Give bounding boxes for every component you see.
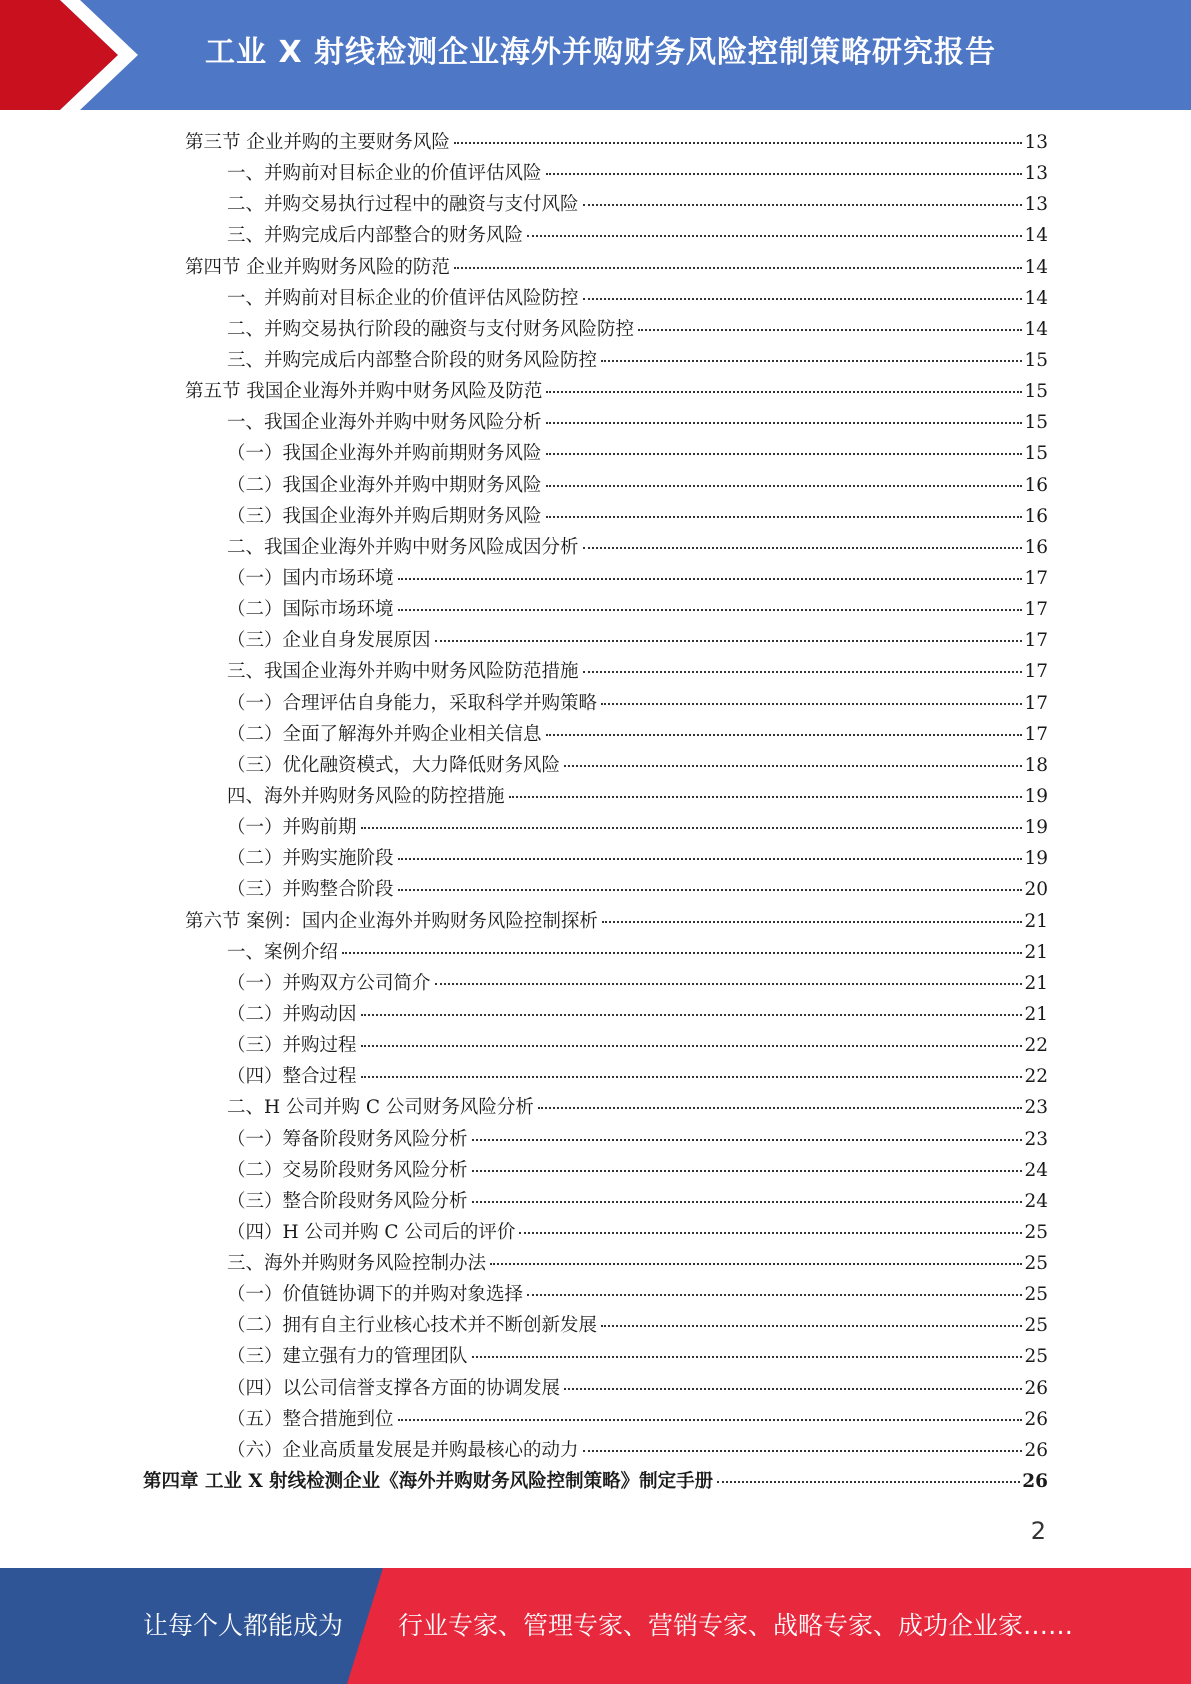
- toc-entry-title: （二）我国企业海外并购中期财务风险: [227, 474, 542, 496]
- toc-dot-leader: [601, 703, 1022, 705]
- toc-entry[interactable]: [143, 781, 1048, 812]
- toc-entry-page: 26: [1024, 1439, 1048, 1461]
- toc-entry[interactable]: [143, 470, 1048, 501]
- toc-dot-leader: [546, 485, 1023, 487]
- toc-entry[interactable]: [143, 1217, 1048, 1248]
- toc-entry-title: （三）并购整合阶段: [227, 879, 394, 901]
- toc-entry-title: 二、并购交易执行阶段的融资与支付财务风险防控: [227, 318, 635, 340]
- toc-entry-page: 26: [1024, 1377, 1048, 1399]
- toc-entry-title: （二）拥有自主行业核心技术并不断创新发展: [227, 1315, 598, 1337]
- toc-dot-leader: [527, 235, 1022, 237]
- toc-entry-page: 21: [1024, 910, 1048, 932]
- toc-dot-leader: [546, 173, 1023, 175]
- toc-dot-leader: [361, 827, 1023, 829]
- toc-entry[interactable]: [143, 1466, 1048, 1497]
- toc-entry-page: 26: [1024, 1408, 1048, 1430]
- toc-entry[interactable]: [143, 345, 1048, 376]
- toc-entry[interactable]: [143, 812, 1048, 843]
- toc-entry-title: 一、并购前对目标企业的价值评估风险防控: [227, 287, 579, 309]
- toc-entry-page: 25: [1024, 1253, 1048, 1275]
- toc-entry[interactable]: [143, 407, 1048, 438]
- toc-dot-leader: [361, 1076, 1023, 1078]
- toc-dot-leader: [361, 1014, 1023, 1016]
- toc-entry-page: 17: [1024, 723, 1048, 745]
- toc-dot-leader: [398, 889, 1023, 891]
- toc-entry-title: 第四章 工业 X 射线检测企业《海外并购财务风险控制策略》制定手册: [143, 1471, 714, 1493]
- toc-entry[interactable]: [143, 1061, 1048, 1092]
- toc-entry-title: （四）H 公司并购 C 公司后的评价: [227, 1221, 516, 1243]
- toc-entry[interactable]: [143, 376, 1048, 407]
- toc-entry[interactable]: [143, 843, 1048, 874]
- toc-dot-leader: [602, 921, 1023, 923]
- toc-entry-title: 二、我国企业海外并购中财务风险成因分析: [227, 536, 579, 558]
- toc-dot-leader: [546, 422, 1023, 424]
- toc-entry-title: 一、并购前对目标企业的价值评估风险: [227, 163, 542, 185]
- toc-entry-title: （二）全面了解海外并购企业相关信息: [227, 723, 542, 745]
- toc-entry-title: （五）整合措施到位: [227, 1408, 394, 1430]
- toc-dot-leader: [435, 983, 1023, 985]
- toc-entry[interactable]: [143, 937, 1048, 968]
- header-chevron-icon: [0, 0, 150, 110]
- toc-entry[interactable]: [143, 438, 1048, 469]
- toc-entry-title: 第五节 我国企业海外并购中财务风险及防范: [185, 381, 543, 403]
- toc-entry[interactable]: [143, 719, 1048, 750]
- toc-dot-leader: [472, 1356, 1023, 1358]
- toc-dot-leader: [527, 1294, 1022, 1296]
- page-header: [0, 0, 1191, 110]
- toc-entry[interactable]: [143, 1341, 1048, 1372]
- toc-dot-leader: [519, 1232, 1022, 1234]
- toc-entry-title: （二）并购实施阶段: [227, 848, 394, 870]
- toc-entry[interactable]: [143, 1310, 1048, 1341]
- toc-entry-page: 17: [1024, 692, 1048, 714]
- toc-entry-page: 25: [1024, 1284, 1048, 1306]
- toc-entry-page: 24: [1024, 1190, 1048, 1212]
- toc-entry-page: 21: [1024, 972, 1048, 994]
- toc-dot-leader: [454, 267, 1023, 269]
- toc-entry-page: 14: [1024, 318, 1048, 340]
- toc-dot-leader: [546, 391, 1022, 393]
- toc-entry[interactable]: [143, 1435, 1048, 1466]
- toc-entry-title: （四）以公司信誉支撑各方面的协调发展: [227, 1377, 561, 1399]
- toc-entry[interactable]: [143, 1279, 1048, 1310]
- toc-entry[interactable]: [143, 594, 1048, 625]
- toc-entry-page: 14: [1024, 225, 1048, 247]
- toc-entry-page: 23: [1024, 1097, 1048, 1119]
- toc-entry[interactable]: [143, 189, 1048, 220]
- toc-entry-title: 一、案例介绍: [227, 941, 339, 963]
- page-number: 2: [1030, 1517, 1046, 1545]
- footer-slogan-right: 行业专家、管理专家、营销专家、战略专家、成功企业家……: [398, 1611, 1074, 1640]
- table-of-contents: [143, 127, 1048, 1497]
- toc-entry[interactable]: [143, 906, 1048, 937]
- toc-entry-title: （三）并购过程: [227, 1035, 357, 1057]
- toc-entry-page: 15: [1024, 381, 1048, 403]
- toc-entry-title: （二）并购动因: [227, 1003, 357, 1025]
- toc-entry-title: （一）价值链协调下的并购对象选择: [227, 1284, 524, 1306]
- toc-dot-leader: [638, 329, 1022, 331]
- toc-entry[interactable]: [143, 158, 1048, 189]
- footer-slogan-left: 让每个人都能成为: [143, 1611, 344, 1640]
- toc-entry-page: 21: [1024, 941, 1048, 963]
- toc-dot-leader: [398, 578, 1023, 580]
- toc-dot-leader: [583, 1450, 1023, 1452]
- toc-entry-page: 23: [1024, 1128, 1048, 1150]
- toc-entry[interactable]: [143, 1124, 1048, 1155]
- toc-entry-page: 13: [1024, 194, 1048, 216]
- toc-entry[interactable]: [143, 283, 1048, 314]
- toc-entry[interactable]: [143, 220, 1048, 251]
- toc-entry-title: （三）整合阶段财务风险分析: [227, 1190, 468, 1212]
- toc-dot-leader: [546, 516, 1023, 518]
- toc-entry-title: （一）并购双方公司简介: [227, 972, 431, 994]
- toc-entry-page: 19: [1024, 817, 1048, 839]
- toc-entry-title: 一、我国企业海外并购中财务风险分析: [227, 412, 542, 434]
- toc-dot-leader: [342, 952, 1022, 954]
- toc-dot-leader: [435, 640, 1023, 642]
- toc-entry-title: 第三节 企业并购的主要财务风险: [185, 132, 450, 153]
- toc-entry-title: （三）我国企业海外并购后期财务风险: [227, 505, 542, 527]
- toc-entry-title: 第六节 案例：国内企业海外并购财务风险控制探析: [185, 910, 598, 932]
- toc-dot-leader: [583, 298, 1023, 300]
- toc-entry-title: （一）国内市场环境: [227, 567, 394, 589]
- toc-dot-leader: [601, 1325, 1022, 1327]
- toc-entry-page: 17: [1024, 630, 1048, 652]
- toc-entry[interactable]: [143, 874, 1048, 905]
- toc-entry[interactable]: [143, 532, 1048, 563]
- toc-entry-page: 14: [1024, 256, 1048, 278]
- toc-entry-page: 17: [1024, 661, 1048, 683]
- toc-entry-page: 15: [1024, 349, 1048, 371]
- toc-entry-title: 三、海外并购财务风险控制办法: [227, 1253, 487, 1275]
- toc-entry-title: （二）交易阶段财务风险分析: [227, 1159, 468, 1181]
- toc-dot-leader: [583, 671, 1023, 673]
- toc-entry-title: 二、并购交易执行过程中的融资与支付风险: [227, 194, 579, 216]
- document-title: 工业 X 射线检测企业海外并购财务风险控制策略研究报告: [205, 35, 997, 70]
- toc-entry-page: 16: [1024, 474, 1048, 496]
- page-footer: [0, 1568, 1191, 1684]
- toc-entry-title: （三）企业自身发展原因: [227, 630, 431, 652]
- toc-dot-leader: [472, 1139, 1023, 1141]
- toc-dot-leader: [538, 1107, 1023, 1109]
- toc-entry-title: （六）企业高质量发展是并购最核心的动力: [227, 1439, 579, 1461]
- toc-entry-page: 18: [1024, 754, 1048, 776]
- toc-dot-leader: [398, 609, 1023, 611]
- toc-entry[interactable]: [143, 563, 1048, 594]
- toc-entry[interactable]: [143, 1186, 1048, 1217]
- toc-entry[interactable]: [143, 1404, 1048, 1435]
- toc-dot-leader: [546, 734, 1023, 736]
- toc-entry[interactable]: [143, 127, 1048, 158]
- toc-dot-leader: [398, 1419, 1023, 1421]
- toc-entry-page: 13: [1024, 132, 1048, 153]
- toc-dot-leader: [472, 1170, 1023, 1172]
- toc-entry-page: 16: [1024, 505, 1048, 527]
- toc-entry[interactable]: [143, 252, 1048, 283]
- toc-entry-title: （三）建立强有力的管理团队: [227, 1346, 468, 1368]
- toc-entry[interactable]: [143, 1373, 1048, 1404]
- toc-entry[interactable]: [143, 999, 1048, 1030]
- toc-dot-leader: [472, 1201, 1023, 1203]
- toc-dot-leader: [361, 1045, 1023, 1047]
- toc-entry-page: 25: [1024, 1315, 1048, 1337]
- toc-entry-page: 26: [1022, 1471, 1048, 1493]
- toc-entry[interactable]: [143, 750, 1048, 781]
- toc-entry-title: 三、我国企业海外并购中财务风险防范措施: [227, 661, 579, 683]
- toc-dot-leader: [583, 204, 1023, 206]
- toc-entry-page: 22: [1024, 1066, 1048, 1088]
- toc-entry-page: 13: [1024, 163, 1048, 185]
- toc-entry-page: 20: [1024, 879, 1048, 901]
- toc-dot-leader: [490, 1263, 1022, 1265]
- toc-entry-title: （一）筹备阶段财务风险分析: [227, 1128, 468, 1150]
- toc-entry-page: 19: [1024, 848, 1048, 870]
- toc-dot-leader: [717, 1481, 1020, 1483]
- toc-entry[interactable]: [143, 1030, 1048, 1061]
- toc-dot-leader: [398, 858, 1023, 860]
- toc-entry-page: 22: [1024, 1035, 1048, 1057]
- toc-entry-page: 17: [1024, 599, 1048, 621]
- toc-entry[interactable]: [143, 656, 1048, 687]
- toc-dot-leader: [509, 796, 1023, 798]
- toc-entry[interactable]: [143, 1092, 1048, 1123]
- toc-dot-leader: [454, 142, 1023, 144]
- toc-entry[interactable]: [143, 1248, 1048, 1279]
- toc-dot-leader: [564, 765, 1022, 767]
- toc-entry-title: （一）合理评估自身能力，采取科学并购策略: [227, 692, 598, 714]
- toc-entry-title: 三、并购完成后内部整合的财务风险: [227, 225, 524, 247]
- toc-entry-page: 14: [1024, 287, 1048, 309]
- toc-entry-page: 15: [1024, 443, 1048, 465]
- toc-entry[interactable]: [143, 688, 1048, 719]
- toc-entry-title: 第四节 企业并购财务风险的防范: [185, 256, 450, 278]
- toc-entry-page: 15: [1024, 412, 1048, 434]
- toc-entry-title: （一）并购前期: [227, 817, 357, 839]
- toc-entry[interactable]: [143, 625, 1048, 656]
- toc-dot-leader: [546, 453, 1023, 455]
- toc-entry-page: 21: [1024, 1003, 1048, 1025]
- toc-entry-title: （三）优化融资模式，大力降低财务风险: [227, 754, 561, 776]
- toc-dot-leader: [583, 547, 1023, 549]
- toc-entry[interactable]: [143, 501, 1048, 532]
- toc-entry-page: 17: [1024, 567, 1048, 589]
- toc-entry-title: 四、海外并购财务风险的防控措施: [227, 785, 505, 807]
- toc-entry-page: 25: [1024, 1221, 1048, 1243]
- toc-entry-title: 二、H 公司并购 C 公司财务风险分析: [227, 1097, 534, 1119]
- toc-entry[interactable]: [143, 968, 1048, 999]
- toc-entry-page: 16: [1024, 536, 1048, 558]
- toc-entry-title: 三、并购完成后内部整合阶段的财务风险防控: [227, 349, 598, 371]
- toc-entry-title: （二）国际市场环境: [227, 599, 394, 621]
- toc-entry-title: （四）整合过程: [227, 1066, 357, 1088]
- toc-dot-leader: [601, 360, 1022, 362]
- toc-entry-page: 25: [1024, 1346, 1048, 1368]
- toc-entry-page: 19: [1024, 785, 1048, 807]
- toc-dot-leader: [564, 1388, 1022, 1390]
- toc-entry-title: （一）我国企业海外并购前期财务风险: [227, 443, 542, 465]
- toc-entry[interactable]: [143, 1155, 1048, 1186]
- toc-entry-page: 24: [1024, 1159, 1048, 1181]
- toc-entry[interactable]: [143, 314, 1048, 345]
